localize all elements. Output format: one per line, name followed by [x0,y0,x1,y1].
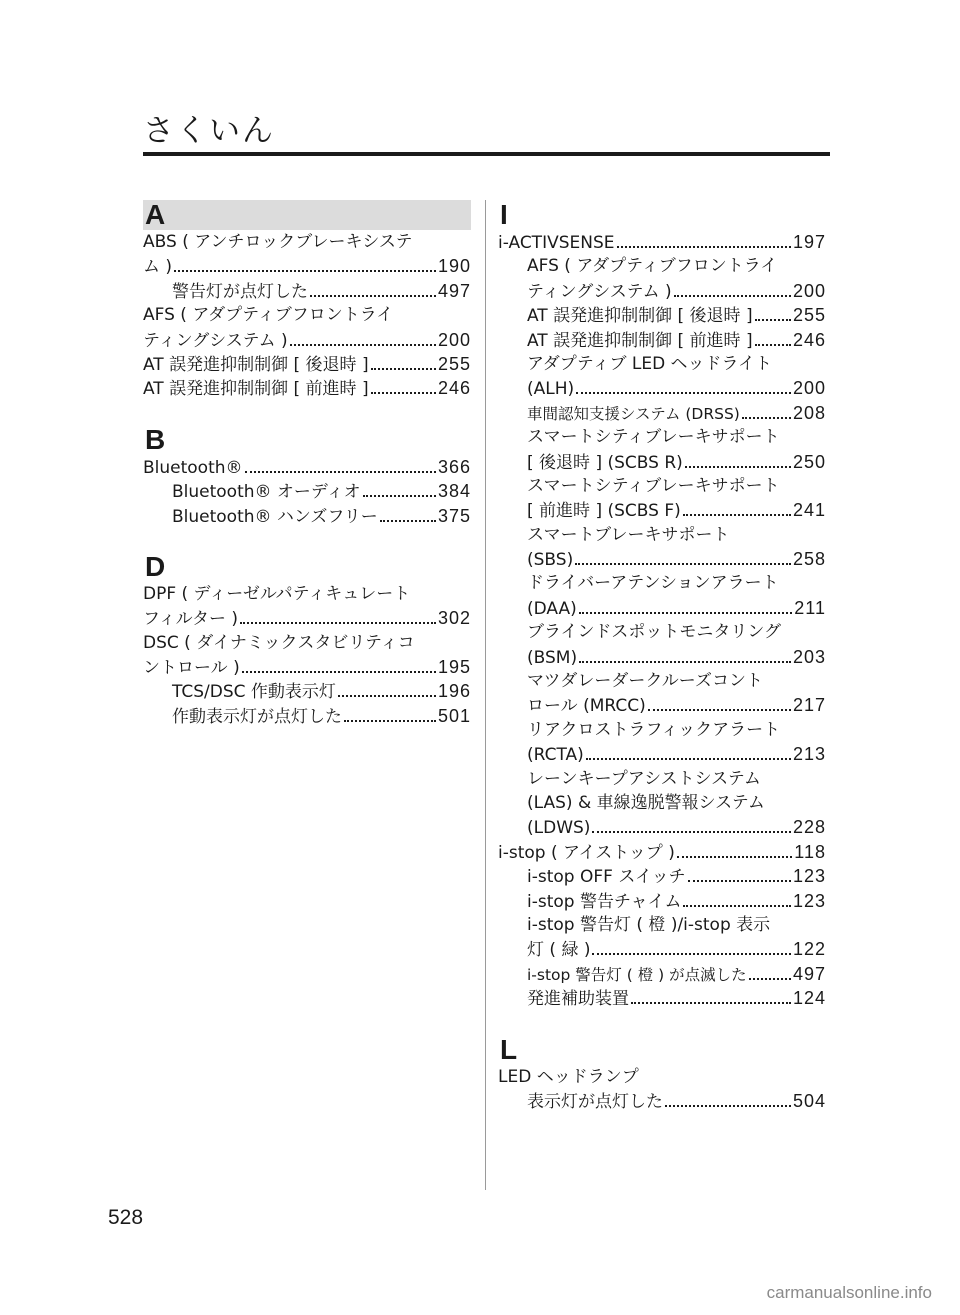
index-entry [498,523,826,547]
index-entry [143,606,471,630]
leader-dots [371,368,436,370]
section-letter-l: L [500,1033,518,1065]
entry-term: ティングシステム ) [143,330,288,351]
leader-dots [242,671,436,673]
entry-page-number: 217 [792,695,826,716]
entry-page-number: 123 [792,890,826,911]
index-entry [498,1089,826,1113]
index-entry [143,230,471,254]
watermark: carmanualsonline.info [766,1283,932,1302]
entry-term: AT 誤発進抑制制御 [ 後退時 ] [143,354,369,375]
leader-dots [685,466,791,468]
index-entry [498,230,826,254]
entry-page-number: 190 [437,256,471,277]
index-entry [498,401,826,425]
index-entry [498,986,826,1010]
entry-term: ドライバーアテンションアラート [527,573,779,594]
leader-dots [755,319,791,321]
leader-dots [631,1002,791,1004]
entry-term: (ALH) [527,379,575,400]
index-entry [143,582,471,606]
index-entry [143,352,471,376]
index-entry [498,620,826,644]
entry-term: i-stop ( アイストップ ) [498,842,675,863]
title-underline [143,152,830,156]
entry-term: (BSM) [527,647,578,668]
entry-page-number: 211 [794,597,826,618]
entry-term: リアクロストラフィックアラート [527,719,781,740]
entry-term: (SBS) [527,550,574,571]
entry-term: マツダレーダークルーズコント [527,671,763,692]
section-letter-a: A [143,200,471,230]
leader-dots [363,495,436,497]
index-entry [498,767,826,791]
entry-term: Bluetooth® オーディオ [172,482,361,503]
leader-dots [683,514,791,516]
index-entry [498,547,826,571]
page-number: 528 [108,1206,144,1229]
entry-page-number: 200 [437,329,471,350]
entry-term: [ 後退時 ] (SCBS R) [527,452,683,473]
index-entry [498,791,826,815]
index-entry [498,693,826,717]
leader-dots [310,295,436,297]
entry-page-number: 366 [437,456,471,477]
leader-dots [174,270,436,272]
index-entry [498,840,826,864]
entry-page-number: 255 [437,353,471,374]
entry-page-number: 504 [792,1090,826,1111]
entry-term: スマートブレーキサポート [527,524,730,545]
entry-term: 表示灯が点灯した [527,1091,663,1112]
index-entry [143,679,471,703]
index-entry [498,645,826,669]
column-divider [485,200,486,1190]
entry-term: [ 前進時 ] (SCBS F) [527,501,681,522]
index-entry [143,455,471,479]
entry-page-number: 122 [792,939,826,960]
leader-dots [677,856,792,858]
entry-term: AT 誤発進抑制制御 [ 前進時 ] [527,330,753,351]
entry-term: Bluetooth® [143,457,243,478]
leader-dots [338,695,436,697]
index-entry [143,328,471,352]
entry-term: (LAS) & 車線逸脱警報システム [527,792,765,813]
leader-dots [592,953,790,955]
entry-page-number: 384 [437,481,471,502]
entry-page-number: 195 [437,657,471,678]
index-entry [498,303,826,327]
entry-page-number: 497 [792,963,826,984]
index-entry [143,279,471,303]
section-spacer [143,401,471,425]
entry-page-number: 123 [792,866,826,887]
section-letter-d: D [145,550,166,582]
index-entry [498,1065,826,1089]
entry-term: 作動表示灯が点灯した [172,706,342,727]
index-entry [143,631,471,655]
section-spacer [143,528,471,552]
entry-term: (DAA) [527,598,577,619]
leader-dots [665,1105,791,1107]
leader-dots [575,563,791,565]
entry-term: 警告灯が点灯した [172,281,308,302]
entry-page-number: 197 [792,232,826,252]
entry-term: i-stop OFF スイッチ [527,867,686,888]
leader-dots [240,622,436,624]
index-entry [498,596,826,620]
entry-term: フィルター ) [143,609,238,630]
index-entry [143,504,471,528]
entry-term: i-stop 警告チャイム [527,891,682,912]
index-entry [498,254,826,278]
entry-term: DSC ( ダイナミックスタビリティコ [143,632,415,653]
leader-dots [742,417,791,419]
leader-dots [579,612,793,614]
entry-page-number: 118 [794,841,826,862]
entry-term: アダプティブ LED ヘッドライト [527,353,773,374]
index-entry [143,704,471,728]
entry-page-number: 258 [792,549,826,570]
entry-term: (LDWS) [527,818,591,839]
entry-term: TCS/DSC 作動表示灯 [172,682,336,703]
index-entry [498,962,826,986]
index-entry [498,352,826,376]
entry-term: 車間認知支援システム (DRSS) [527,404,740,423]
index-entry [143,376,471,400]
entry-term: スマートシティブレーキサポート [527,427,780,448]
index-entry [143,655,471,679]
entry-page-number: 196 [437,681,471,702]
entry-page-number: 228 [792,817,826,838]
entry-term: ブラインドスポットモニタリング [527,622,781,643]
entry-page-number: 200 [792,280,826,301]
index-entry [143,254,471,278]
leader-dots [617,246,791,248]
entry-term: 灯 ( 緑 ) [527,940,591,961]
entry-page-number: 497 [437,280,471,301]
entry-page-number: 250 [792,451,826,472]
entry-term: i-stop 警告灯 ( 橙 )/i-stop 表示 [527,914,771,935]
page-title: さくいん [143,113,275,149]
index-entry [498,376,826,400]
index-entry [498,937,826,961]
leader-dots [755,344,791,346]
index-entry [498,425,826,449]
index-entry [498,815,826,839]
entry-term: AT 誤発進抑制制御 [ 後退時 ] [527,306,753,327]
entry-page-number: 246 [437,378,471,399]
leader-dots [245,471,436,473]
entry-term: ティングシステム ) [527,281,672,302]
leader-dots [674,295,791,297]
entry-page-number: 208 [792,402,826,423]
leader-dots [344,720,436,722]
entry-term: i-ACTIVSENSE [498,233,615,253]
index-entry [498,669,826,693]
index-column-left [143,200,471,728]
leader-dots [592,831,791,833]
entry-term: DPF ( ディーゼルパティキュレート [143,583,411,604]
entry-page-number: 246 [792,329,826,350]
entry-term: ロール (MRCC) [527,696,646,717]
entry-term: 発進補助装置 [527,989,629,1010]
entry-term: i-stop 警告灯 ( 橙 ) が点滅した [527,965,747,984]
leader-dots [648,709,791,711]
entry-term: ントロール ) [143,658,240,679]
leader-dots [586,758,791,760]
entry-page-number: 213 [792,744,826,765]
entry-term: Bluetooth® ハンズフリー [172,506,378,527]
entry-page-number: 203 [792,646,826,667]
leader-dots [579,661,791,663]
leader-dots [371,392,436,394]
index-entry [498,279,826,303]
entry-page-number: 200 [792,378,826,399]
index-entry [143,479,471,503]
entry-term: AFS ( アダプティブフロントライ [143,305,394,326]
entry-term: ABS ( アンチロックブレーキシステ [143,232,413,252]
entry-page-number: 255 [792,305,826,326]
section-spacer [498,1011,826,1035]
index-entry [498,328,826,352]
index-entry [498,498,826,522]
entry-term: AFS ( アダプティブフロントライ [527,256,778,277]
entry-term: AT 誤発進抑制制御 [ 前進時 ] [143,379,369,400]
section-letter-b: B [145,423,166,455]
index-entry [498,864,826,888]
index-column-right [498,200,826,1113]
entry-page-number: 375 [437,505,471,526]
entry-term: レーンキープアシストシステム [527,768,761,789]
leader-dots [749,978,791,980]
index-entry [498,450,826,474]
leader-dots [688,880,791,882]
index-entry [498,913,826,937]
index-entry [143,303,471,327]
entry-term: スマートシティブレーキサポート [527,475,780,496]
index-entry [498,571,826,595]
leader-dots [380,520,436,522]
entry-page-number: 124 [792,988,826,1009]
entry-term: LED ヘッドランプ [498,1066,639,1087]
entry-term: ム ) [143,257,173,278]
leader-dots [576,392,791,394]
index-entry [498,718,826,742]
entry-page-number: 501 [437,705,471,726]
leader-dots [683,905,790,907]
index-entry [498,889,826,913]
section-letter-i: I [500,199,508,230]
index-entry [498,474,826,498]
entry-page-number: 241 [792,500,826,521]
entry-term: (RCTA) [527,745,584,766]
entry-page-number: 302 [437,608,471,629]
leader-dots [290,344,436,346]
index-entry [498,742,826,766]
